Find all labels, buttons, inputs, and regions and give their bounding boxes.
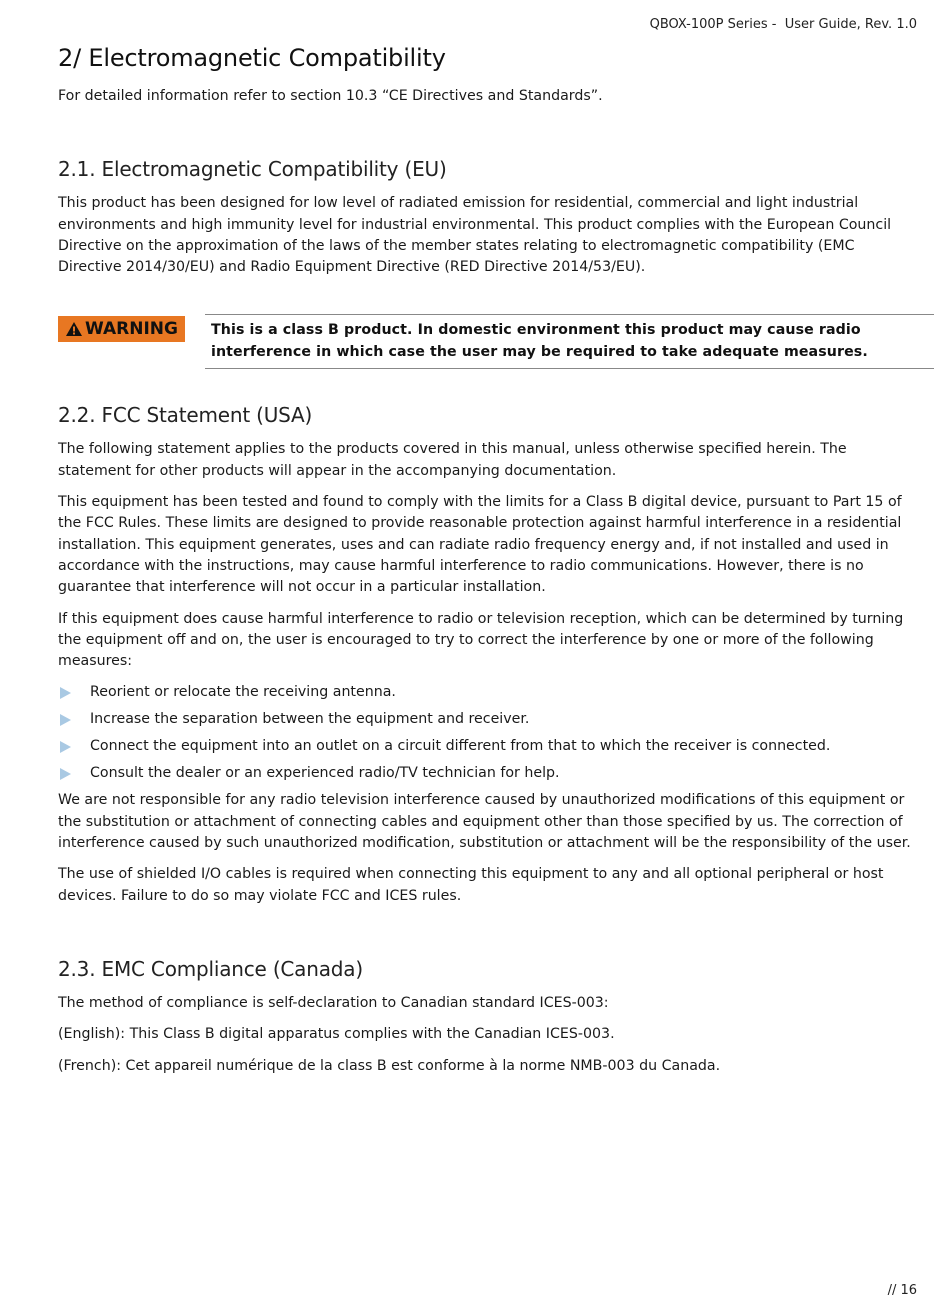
warning-text: This is a class B product. In domestic environment this product may cause radio interference in which case the user may be required to take adequate measures. <box>205 314 934 369</box>
fcc-paragraph-3: If this equipment does cause harmful interference to radio or television reception, which can be determined by turning the equipment off and on, the user is encouraged to try to correct the interference by one or more of the following measures: <box>58 610 904 670</box>
bullet-arrow-icon <box>60 687 71 699</box>
fcc-paragraph-5: The use of shielded I/O cables is required when connecting this equipment to any and all optional peripheral or host devices. Failure to do so may violate FCC and ICES rules. <box>58 866 884 904</box>
chapter-title: 2/ Electromagnetic Compatibility <box>58 44 446 72</box>
running-header: QBOX-100P Series - User Guide, Rev. 1.0 <box>649 17 917 32</box>
page-number: // 16 <box>887 1283 917 1298</box>
section-emc-canada <box>58 957 918 1077</box>
fcc-paragraph-2: This equipment has been tested and found to comply with the limits for a Class B digital device, pursuant to Part 15 of the FCC Rules. These limits are designed to provide reasonable protection against harmful interference in a residential installation. This equipment generates, uses and can radiate radio frequency energy and, if not installed and used in accordance with the instructions, may cause harmful interference to radio communications. However, there is no guarantee that interference will not occur in a particular installation. <box>58 494 902 596</box>
section-heading-eu: 2.1. Electromagnetic Compatibility (EU) <box>58 157 447 182</box>
warning-label: WARNING <box>85 319 178 340</box>
section-emc-eu <box>58 157 918 278</box>
canada-paragraph-1: The method of compliance is self-declaration to Canadian standard ICES-003: <box>58 994 609 1011</box>
fcc-measures-list <box>58 682 918 784</box>
list-item: Increase the separation between the equipment and receiver. <box>58 709 918 730</box>
warning-triangle-icon <box>65 321 83 337</box>
list-item: Connect the equipment into an outlet on a circuit different from that to which the receiver is connected. <box>58 736 918 757</box>
bullet-arrow-icon <box>60 741 71 753</box>
canada-paragraph-2: (English): This Class B digital apparatus complies with the Canadian ICES-003. <box>58 1026 615 1043</box>
section-heading-fcc: 2.2. FCC Statement (USA) <box>58 403 313 428</box>
page-content <box>58 44 918 1087</box>
fcc-paragraph-1: The following statement applies to the products covered in this manual, unless otherwise specified herein. The statement for other products will appear in the accompanying documentation. <box>58 441 847 479</box>
canada-paragraph-3: (French): Cet appareil numérique de la class B est conforme à la norme NMB-003 du Canada. <box>58 1057 721 1074</box>
list-item: Consult the dealer or an experienced radio/TV technician for help. <box>58 763 918 784</box>
bullet-arrow-icon <box>60 714 71 726</box>
list-item: Reorient or relocate the receiving antenna. <box>58 682 918 703</box>
section-eu-body: This product has been designed for low level of radiated emission for residential, commercial and light industrial environments and high immunity level for industrial environmental. This product complies with the European Council Directive on the approximation of the laws of the member states relating to electromagnetic compatibility (EMC Directive 2014/30/EU) and Radio Equipment Directive (RED Directive 2014/53/EU). <box>58 195 892 276</box>
fcc-paragraph-4: We are not responsible for any radio television interference caused by unauthorized modifications of this equipment or the substitution or attachment of connecting cables and equipment other than those specified by us. The correction of interference caused by such unauthorized modification, substitution or attachment will be the responsibility of the user. <box>58 792 911 852</box>
bullet-arrow-icon <box>60 768 71 780</box>
chapter-intro: For detailed information refer to section 10.3 “CE Directives and Standards”. <box>58 88 603 104</box>
section-heading-canada: 2.3. EMC Compliance (Canada) <box>58 956 363 981</box>
warning-badge <box>58 316 185 342</box>
section-fcc <box>58 403 918 906</box>
warning-callout <box>58 314 918 369</box>
